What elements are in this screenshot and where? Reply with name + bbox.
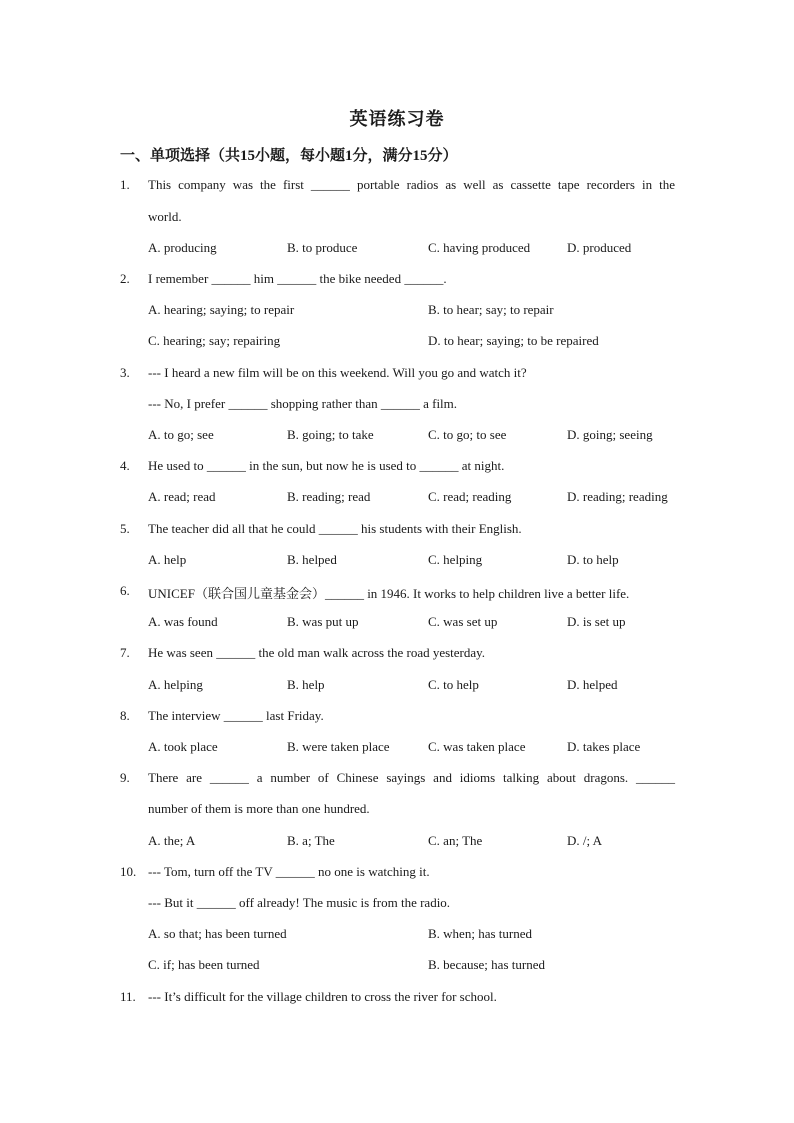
option-d: B. because; has turned [428, 957, 545, 972]
option-b: B. going; to take [287, 427, 374, 442]
option-b: B. reading; read [287, 489, 371, 504]
option-a: A. so that; has been turned [148, 926, 287, 941]
option-d: D. to hear; saying; to be repaired [428, 333, 599, 348]
option-a: A. read; read [148, 489, 216, 504]
option-b: B. was put up [287, 614, 359, 629]
question-number: 5. [120, 521, 130, 536]
option-d: D. takes place [567, 739, 641, 754]
option-b: B. helped [287, 552, 337, 567]
option-d: D. /; A [567, 833, 603, 848]
option-b: B. to produce [287, 240, 358, 255]
question-text: --- But it ______ off already! The music is from the radio. [148, 895, 451, 910]
option-c: C. was set up [428, 614, 498, 629]
option-a: A. took place [148, 739, 218, 754]
option-b: B. were taken place [287, 739, 390, 754]
option-d: D. is set up [567, 614, 626, 629]
question-text: --- Tom, turn off the TV ______ no one is watching it. [148, 864, 430, 879]
question-text: He used to ______ in the sun, but now he is used to ______ at night. [148, 458, 505, 473]
question-text: The teacher did all that he could ______ his students with their English. [148, 521, 522, 536]
question-number: 9. [120, 770, 130, 785]
option-a: A. helping [148, 677, 203, 692]
option-a: A. hearing; saying; to repair [148, 302, 295, 317]
option-a: A. producing [148, 240, 217, 255]
question-number: 8. [120, 708, 130, 723]
question-number: 4. [120, 458, 130, 473]
question-number: 7. [120, 645, 130, 660]
question-text: --- I heard a new film will be on this weekend. Will you go and watch it? [148, 365, 527, 380]
question-text: There are ______ a number of Chinese sayings and idioms talking about dragons. ______ [148, 770, 675, 785]
option-a: A. help [148, 552, 187, 567]
option-c: C. helping [428, 552, 483, 567]
option-d: D. helped [567, 677, 618, 692]
question-text: --- It’s difficult for the village children to cross the river for school. [148, 989, 497, 1004]
question-text: number of them is more than one hundred. [148, 801, 370, 816]
question-text: This company was the first ______ portable radios as well as cassette tape recorders in the [148, 177, 675, 192]
option-d: D. to help [567, 552, 619, 567]
question-text: UNICEF（联合国儿童基金会）______ in 1946. It works to help children live a better life. [148, 586, 630, 601]
question-text: I remember ______ him ______ the bike needed ______. [148, 271, 447, 286]
option-d: D. produced [567, 240, 632, 255]
option-c: C. to go; to see [428, 427, 507, 442]
option-b: B. when; has turned [428, 926, 532, 941]
option-c: C. to help [428, 677, 479, 692]
option-d: D. going; seeing [567, 427, 653, 442]
option-d: D. reading; reading [567, 489, 668, 504]
option-c: C. was taken place [428, 739, 526, 754]
question-number: 1. [120, 177, 130, 192]
option-c: C. hearing; say; repairing [148, 333, 281, 348]
question-number: 6. [120, 583, 130, 598]
option-a: A. to go; see [148, 427, 214, 442]
option-b: B. a; The [287, 833, 335, 848]
option-c: C. if; has been turned [148, 957, 260, 972]
question-text: world. [148, 209, 182, 224]
page-title: 英语练习卷 [349, 109, 445, 129]
question-number: 10. [120, 864, 137, 879]
option-c: C. an; The [428, 833, 483, 848]
question-text: --- No, I prefer ______ shopping rather than ______ a film. [148, 396, 458, 411]
question-number: 11. [120, 989, 136, 1004]
option-b: B. help [287, 677, 325, 692]
option-a: A. was found [148, 614, 218, 629]
question-text: The interview ______ last Friday. [148, 708, 324, 723]
option-c: C. read; reading [428, 489, 512, 504]
option-a: A. the; A [148, 833, 196, 848]
question-number: 3. [120, 365, 130, 380]
option-c: C. having produced [428, 240, 531, 255]
section-heading: 一、单项选择（共15小题，每小题1分，满分15分） [120, 148, 458, 164]
option-b: B. to hear; say; to repair [428, 302, 554, 317]
question-text: He was seen ______ the old man walk across the road yesterday. [148, 645, 486, 660]
question-number: 2. [120, 271, 130, 286]
